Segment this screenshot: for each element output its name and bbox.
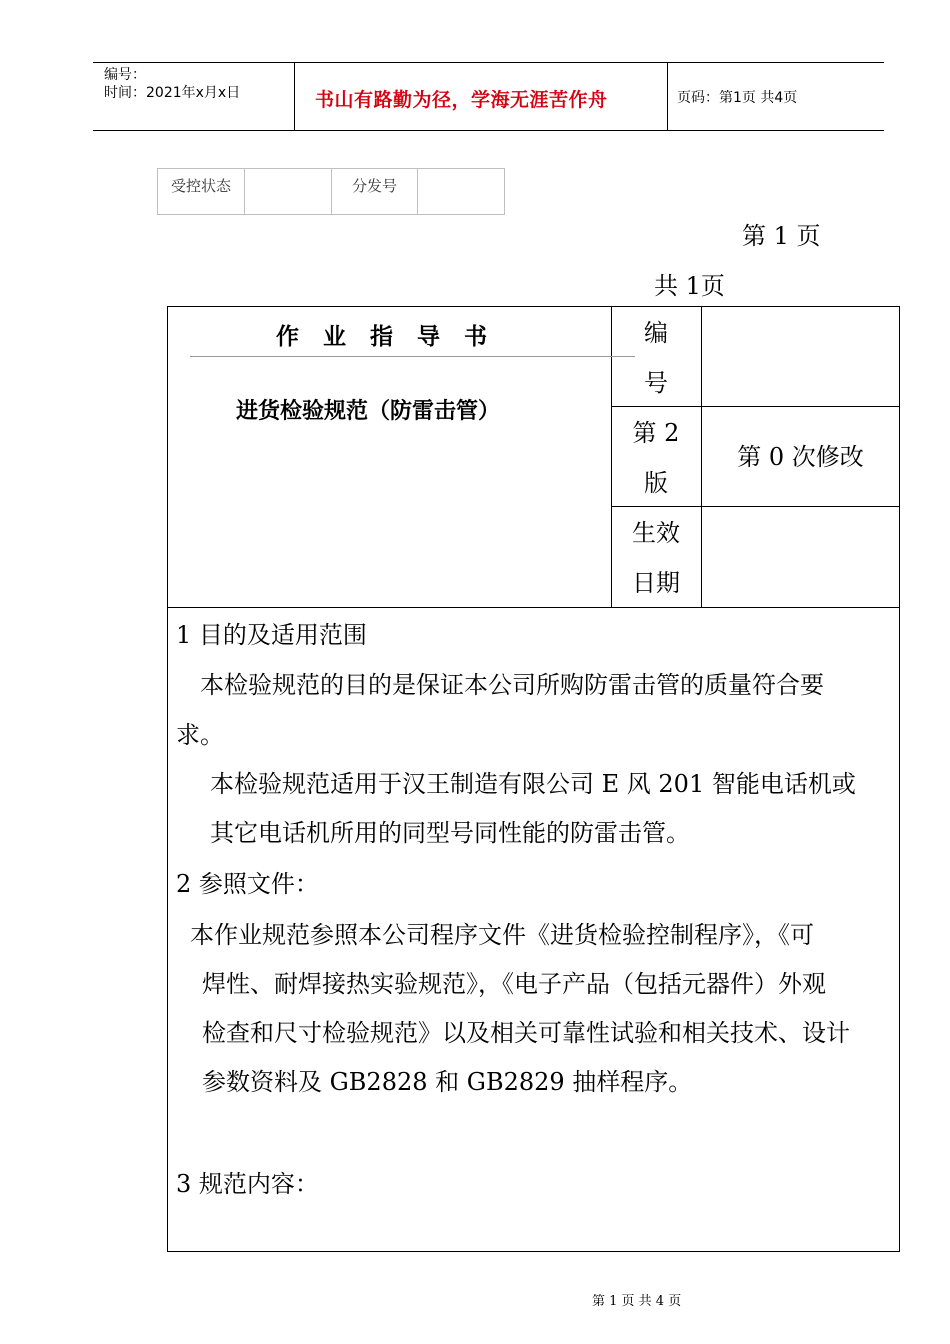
page-total: 共 1页 [654,272,725,300]
effective-date-label [611,508,701,608]
effective-date-label-line-2: 日期 [632,569,680,597]
distribution-number-label: 分发号 [332,169,418,215]
footer-page-number: 第 1 页 共 4 页 [592,1294,682,1309]
version-label-line-1: 第 2 [632,419,680,447]
form-subtitle: 进货检验规范（防雷击管） [236,398,501,424]
header-number-label: 编号： [104,67,146,83]
header-page-info: 页码：第1页 共4页 [677,90,798,106]
page-number: 第 1 页 [742,222,821,250]
version-label-line-2: 版 [644,469,668,497]
section-1-paragraph-1-line-1: 本检验规范的目的是保证本公司所购防雷击管的质量符合要 [200,671,824,699]
distribution-number-value [418,169,505,215]
section-1-paragraph-2-line-1: 本检验规范适用于汉王制造有限公司 E 风 201 智能电话机或 [210,770,856,798]
effective-date-label-line-1: 生效 [632,519,680,547]
header-time: 时间：2021年x月x日 [104,85,241,101]
number-label-line-2: 号 [644,369,668,397]
section-2-line-3: 检查和尺寸检验规范》以及相关可靠性试验和相关技术、设计 [202,1019,850,1047]
control-status-table [157,168,505,215]
version-label [611,408,701,508]
section-2-line-4: 参数资料及 GB2828 和 GB2829 抽样程序。 [202,1068,693,1096]
section-2-line-1: 本作业规范参照本公司程序文件《进货检验控制程序》，《可 [190,921,814,949]
form-title: 作业指导书 [276,323,511,350]
number-label-line-1: 编 [644,319,668,347]
header-divider-1 [294,62,295,130]
section-2-heading: 2 参照文件： [176,870,319,898]
section-1-heading: 1 目的及适用范围 [176,621,367,649]
header-bottom-rule [93,130,884,131]
control-status-value [245,169,332,215]
header-motto: 书山有路勤为径，学海无涯苦作舟 [315,89,608,111]
title-underline [190,356,635,357]
section-2-line-2: 焊性、耐焊接热实验规范》，《电子产品（包括元器件）外观 [202,970,826,998]
header-divider-2 [667,62,668,130]
revision-value: 第 0 次修改 [737,443,864,471]
control-status-label: 受控状态 [158,169,245,215]
section-1-paragraph-1-line-2: 求。 [176,721,224,749]
form-header-bottom-rule [167,607,900,608]
number-label [611,308,701,408]
section-3-heading: 3 规范内容： [176,1170,319,1198]
header-top-rule [93,62,884,63]
section-1-paragraph-2-line-2: 其它电话机所用的同型号同性能的防雷击管。 [210,819,690,847]
